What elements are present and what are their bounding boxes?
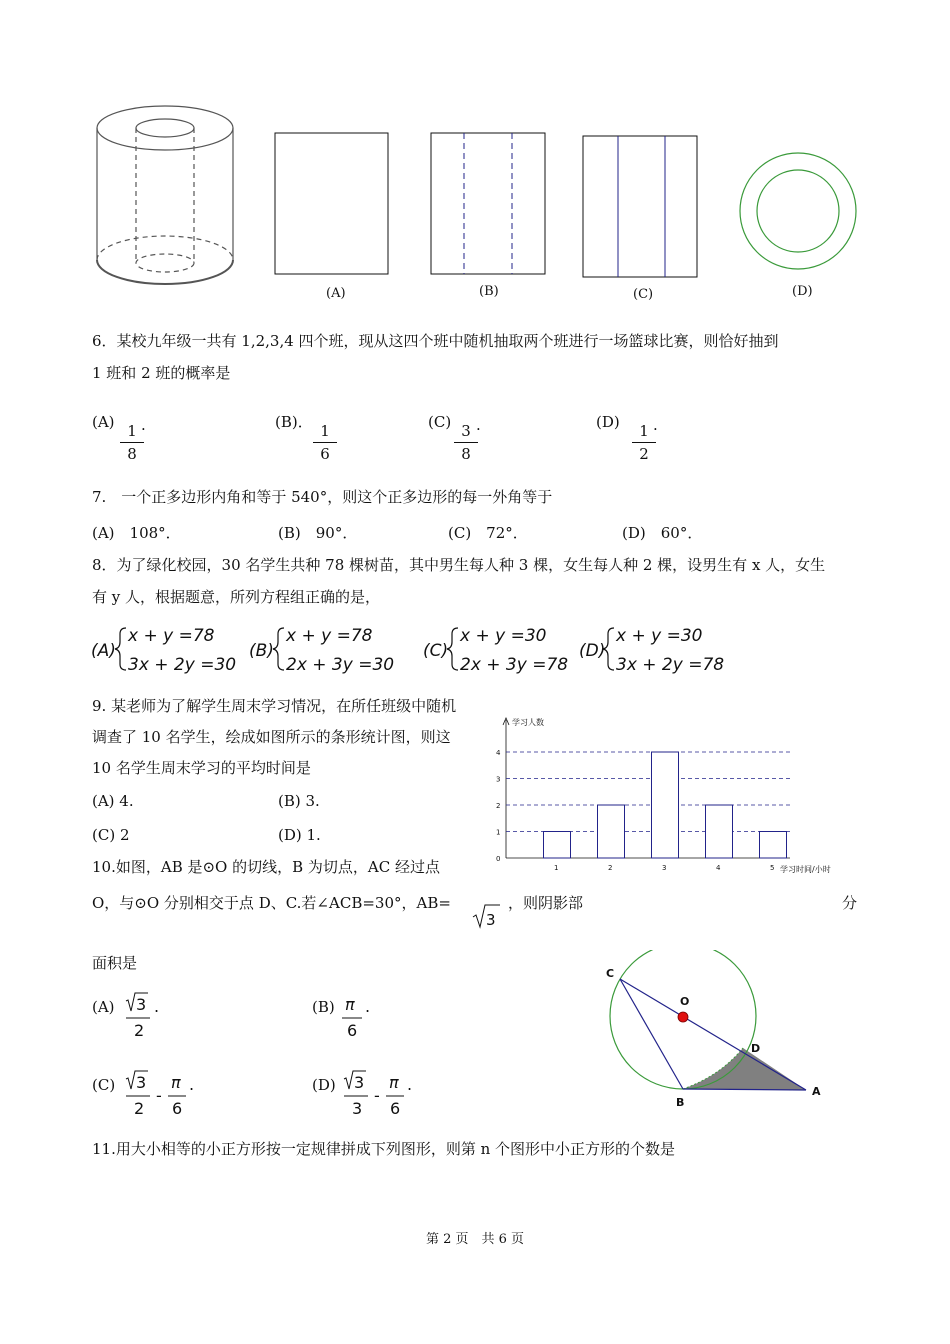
q10-opt-b-fraction bbox=[340, 990, 380, 1040]
svg-text:6: 6 bbox=[347, 1021, 358, 1040]
x-tick-label: 2 bbox=[608, 864, 613, 872]
option-a-square bbox=[275, 133, 388, 274]
q6-opt-d-fraction: 1 2 bbox=[632, 422, 656, 463]
bar-5 bbox=[760, 832, 787, 859]
svg-text:.: . bbox=[189, 1075, 195, 1094]
page-footer: 第 2 页 共 6 页 bbox=[425, 1232, 525, 1247]
svg-text:3: 3 bbox=[136, 1073, 147, 1092]
q10-opt-d-label: (D) bbox=[312, 1076, 336, 1094]
q6-opt-b-fraction: 1 6 bbox=[313, 422, 337, 463]
q6-opt-b-label: (B)． bbox=[275, 413, 313, 431]
svg-text:x + y =30: x + y =30 bbox=[616, 626, 703, 646]
y-tick-label: 0 bbox=[496, 855, 501, 863]
svg-text:.: . bbox=[154, 997, 160, 1016]
q6-line1: 6．某校九年级一共有 1,2,3,4 四个班，现从这四个班中随机抽取两个班进行一场篮球比赛，则恰好抽到 bbox=[92, 332, 779, 350]
svg-text:(D): (D) bbox=[579, 641, 606, 661]
svg-text:x + y =78: x + y =78 bbox=[128, 626, 215, 646]
q8-opt-c bbox=[423, 626, 568, 675]
point-label-o: O bbox=[680, 995, 690, 1008]
q10-line1: 10.如图，AB 是⊙O 的切线，B 为切点，AC 经过点 bbox=[92, 858, 440, 876]
fig-label-d: (D) bbox=[792, 284, 813, 299]
chart-xlabel: 学习时间/小时 bbox=[780, 865, 831, 874]
x-tick-label: 3 bbox=[662, 864, 667, 872]
q9-opt-b: (B) 3. bbox=[278, 792, 320, 810]
svg-text:π: π bbox=[389, 1073, 399, 1092]
bar-3 bbox=[652, 752, 679, 858]
option-d-rings bbox=[740, 153, 856, 269]
q9-line2: 调查了 10 名学生，绘成如图所示的条形统计图，则这 bbox=[92, 728, 451, 746]
q8-opt-a bbox=[91, 626, 236, 675]
q8-opt-d bbox=[579, 626, 724, 675]
q10-opt-c-expression bbox=[124, 1068, 204, 1120]
svg-text:(A): (A) bbox=[91, 641, 116, 661]
svg-text:2x + 3y =30: 2x + 3y =30 bbox=[286, 655, 395, 675]
svg-text:3: 3 bbox=[352, 1099, 363, 1118]
q9-opt-c: (C) 2 bbox=[92, 826, 130, 844]
y-tick-label: 4 bbox=[496, 749, 501, 757]
q10-line2c: 分 bbox=[842, 894, 858, 912]
option-c-rect bbox=[583, 136, 697, 277]
svg-text:π: π bbox=[345, 995, 355, 1014]
q9-line3: 10 名学生周末学习的平均时间是 bbox=[92, 759, 311, 777]
hollow-cylinder bbox=[97, 106, 233, 284]
svg-text:.: . bbox=[407, 1075, 413, 1094]
q7-opt-b: (B) 90°． bbox=[278, 524, 358, 542]
bar-2 bbox=[598, 805, 625, 858]
q10-opt-d-expression bbox=[342, 1068, 422, 1120]
q10-line3: 面积是 bbox=[92, 954, 138, 972]
q7-stem: 7. 一个正多边形内角和等于 540°，则这个正多边形的每一外角等于 bbox=[92, 488, 553, 506]
q8-line2: 有 y 人，根据题意，所列方程组正确的是， bbox=[92, 588, 381, 606]
fig-label-c: (C) bbox=[633, 287, 654, 302]
option-b-rect bbox=[431, 133, 545, 274]
q10-line2: O，与⊙O 分别相交于点 D、C.若∠ACB=30°，AB= bbox=[92, 894, 451, 912]
q9-opt-d: (D) 1. bbox=[278, 826, 321, 844]
q10-opt-a-fraction bbox=[124, 990, 164, 1040]
bar-4 bbox=[706, 805, 733, 858]
svg-text:-: - bbox=[156, 1086, 162, 1105]
q5-figures bbox=[90, 100, 880, 310]
q11-stem: 11.用大小相等的小正方形按一定规律拼成下列图形，则第 n 个图形中小正方形的个数是 bbox=[92, 1140, 676, 1158]
chart-ylabel: 学习人数 bbox=[512, 718, 544, 727]
q10-opt-a-label: (A) bbox=[92, 998, 115, 1016]
q9-opt-a: (A) 4. bbox=[92, 792, 134, 810]
q6-opt-a-label: (A) bbox=[92, 413, 115, 431]
center-point-o bbox=[678, 1012, 688, 1022]
svg-text:3: 3 bbox=[354, 1073, 365, 1092]
svg-text:(C): (C) bbox=[423, 641, 449, 661]
q9-line1: 9. 某老师为了解学生周末学习情况，在所任班级中随机 bbox=[92, 697, 457, 715]
svg-text:.: . bbox=[365, 997, 371, 1016]
svg-text:(B): (B) bbox=[249, 641, 274, 661]
q10-line2b: ，则阴影部 bbox=[508, 894, 584, 912]
svg-text:x + y =78: x + y =78 bbox=[286, 626, 373, 646]
q9-bar-chart bbox=[490, 710, 880, 880]
svg-text:-: - bbox=[374, 1086, 380, 1105]
x-tick-label: 4 bbox=[716, 864, 721, 872]
svg-text:6: 6 bbox=[390, 1099, 401, 1118]
svg-text:2: 2 bbox=[134, 1021, 145, 1040]
svg-text:2x + 3y =78: 2x + 3y =78 bbox=[460, 655, 569, 675]
q8-line1: 8．为了绿化校园，30 名学生共种 78 棵树苗，其中男生每人种 3 棵，女生每人种 2 棵，设男生有 x 人，女生 bbox=[92, 556, 826, 574]
q10-opt-c-label: (C) bbox=[92, 1076, 116, 1094]
q6-opt-a-fraction: 1 8 bbox=[120, 422, 144, 463]
q6-line2: 1 班和 2 班的概率是 bbox=[92, 364, 231, 382]
svg-text:3x + 2y =30: 3x + 2y =30 bbox=[128, 655, 237, 675]
q7-opt-a: (A) 108°． bbox=[92, 524, 181, 542]
line-cb bbox=[620, 979, 683, 1089]
point-label-b: B bbox=[676, 1096, 685, 1109]
y-tick-label: 3 bbox=[496, 775, 501, 784]
x-tick-label: 1 bbox=[554, 864, 559, 872]
svg-text:3: 3 bbox=[486, 911, 496, 929]
fig-label-b: (B) bbox=[479, 284, 499, 299]
q10-circle-figure bbox=[590, 950, 830, 1110]
q6-opt-d-label: (D) bbox=[596, 413, 620, 431]
q6-opt-c-fraction: 3 8 bbox=[454, 422, 478, 463]
y-tick-label: 1 bbox=[496, 828, 501, 837]
q6-opt-c-label: (C) bbox=[428, 413, 452, 431]
svg-text:3x + 2y =78: 3x + 2y =78 bbox=[616, 655, 725, 675]
point-label-a: A bbox=[812, 1085, 821, 1098]
svg-text:3: 3 bbox=[136, 995, 147, 1014]
q8-opt-b bbox=[249, 626, 394, 675]
q10-opt-b-label: (B) bbox=[312, 998, 335, 1016]
bar-1 bbox=[544, 832, 571, 859]
q7-opt-c: (C) 72°． bbox=[448, 524, 528, 542]
svg-text:2: 2 bbox=[134, 1099, 145, 1118]
point-label-c: C bbox=[606, 967, 615, 980]
line-ca bbox=[620, 979, 806, 1090]
y-tick-label: 2 bbox=[496, 802, 501, 810]
x-tick-label: 5 bbox=[770, 864, 775, 872]
point-label-d: D bbox=[751, 1042, 761, 1055]
fig-label-a: (A) bbox=[326, 286, 346, 301]
q8-options bbox=[88, 620, 828, 680]
svg-text:x + y =30: x + y =30 bbox=[460, 626, 547, 646]
svg-text:π: π bbox=[171, 1073, 181, 1092]
q7-opt-d: (D) 60°． bbox=[622, 524, 703, 542]
svg-text:6: 6 bbox=[172, 1099, 183, 1118]
sqrt3-symbol bbox=[470, 900, 500, 930]
